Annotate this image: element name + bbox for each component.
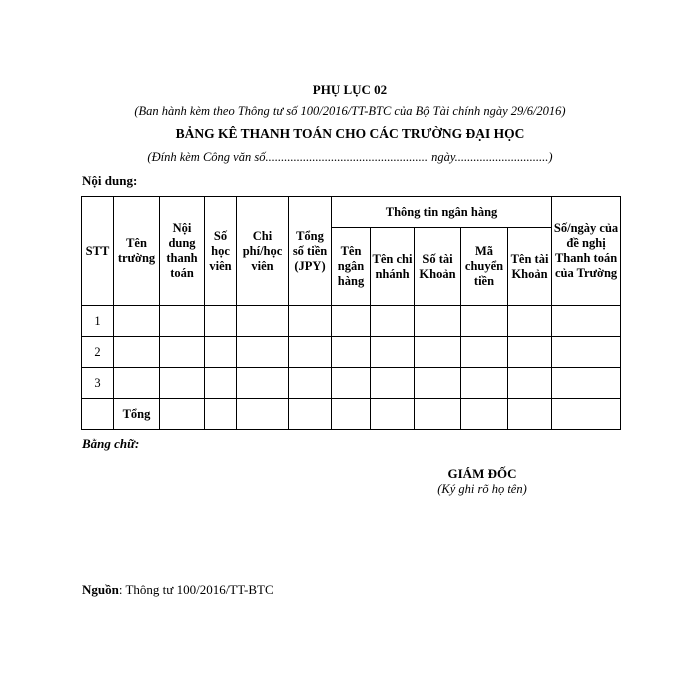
table-cell (160, 399, 205, 430)
table-cell (205, 306, 237, 337)
table-cell (332, 337, 371, 368)
table-cell (237, 368, 289, 399)
table-cell (552, 368, 621, 399)
table-cell (371, 399, 415, 430)
table-cell (415, 368, 461, 399)
table-cell (415, 337, 461, 368)
payment-table (81, 196, 621, 430)
table-cell (415, 399, 461, 430)
table-cell (508, 399, 552, 430)
source-line (82, 582, 274, 598)
table-cell (371, 337, 415, 368)
table-cell (205, 368, 237, 399)
table-cell (332, 306, 371, 337)
col-branch-name-header: Tên chi nhánh (371, 228, 415, 306)
table-cell (461, 306, 508, 337)
col-student-count-header: Số học viên (205, 197, 237, 306)
table-cell (289, 368, 332, 399)
content-label: Nội dung: (82, 173, 138, 188)
col-total-amount-header: Tổng số tiền (JPY) (289, 197, 332, 306)
document-subtitle: (Ban hành kèm theo Thông tư số 100/2016/TT-BTC của Bộ Tài chính ngày 29/6/2016) (134, 104, 566, 118)
table-cell (237, 306, 289, 337)
table-total-row (82, 399, 621, 430)
table-header-row (82, 197, 621, 228)
col-stt-header: STT (82, 197, 114, 306)
table-cell (371, 306, 415, 337)
col-cost-per-student-header: Chi phí/học viên (237, 197, 289, 306)
table-row (82, 337, 621, 368)
table-cell (508, 306, 552, 337)
amount-in-words-label: Bằng chữ: (82, 436, 140, 451)
table-cell (237, 399, 289, 430)
table-cell (160, 337, 205, 368)
table-cell (289, 399, 332, 430)
table-cell (552, 306, 621, 337)
source-text: : Thông tư 100/2016/TT-BTC (118, 582, 274, 597)
table-cell (508, 337, 552, 368)
table-cell (332, 399, 371, 430)
col-transfer-code-header: Mã chuyển tiền (461, 228, 508, 306)
signature-title: GIÁM ĐỐC (447, 466, 517, 481)
table-row (82, 368, 621, 399)
table-cell (237, 337, 289, 368)
table-cell (114, 306, 160, 337)
signature-note: (Ký ghi rõ họ tên) (437, 482, 527, 496)
table-cell (205, 399, 237, 430)
table-cell (82, 399, 114, 430)
table-cell (114, 337, 160, 368)
table-cell (371, 368, 415, 399)
total-label: Tổng (114, 399, 160, 430)
table-cell (289, 306, 332, 337)
row-number: 1 (82, 306, 114, 337)
document-heading: BẢNG KÊ THANH TOÁN CHO CÁC TRƯỜNG ĐẠI HỌC (175, 126, 525, 141)
col-account-number-header: Số tài Khoản (415, 228, 461, 306)
table-cell (552, 399, 621, 430)
source-label: Nguồn (82, 582, 119, 597)
attachment-reference: (Đính kèm Công văn số.................................................... ngày..............................) (147, 150, 553, 164)
row-number: 2 (82, 337, 114, 368)
table-row (82, 306, 621, 337)
table-cell (114, 368, 160, 399)
row-number: 3 (82, 368, 114, 399)
col-account-name-header: Tên tài Khoản (508, 228, 552, 306)
table-cell (332, 368, 371, 399)
document-title: PHỤ LỤC 02 (312, 82, 388, 97)
col-bank-name-header: Tên ngân hàng (332, 228, 371, 306)
table-cell (552, 337, 621, 368)
col-request-ref-header: Số/ngày của đề nghị Thanh toán của Trường (552, 197, 621, 306)
table-cell (160, 368, 205, 399)
table-cell (461, 337, 508, 368)
table-cell (508, 368, 552, 399)
table-cell (461, 368, 508, 399)
col-school-name-header: Tên trường (114, 197, 160, 306)
col-payment-content-header: Nội dung thanh toán (160, 197, 205, 306)
table-cell (160, 306, 205, 337)
table-cell (205, 337, 237, 368)
table-cell (415, 306, 461, 337)
bank-info-group-header: Thông tin ngân hàng (332, 197, 552, 228)
table-cell (461, 399, 508, 430)
table-cell (289, 337, 332, 368)
